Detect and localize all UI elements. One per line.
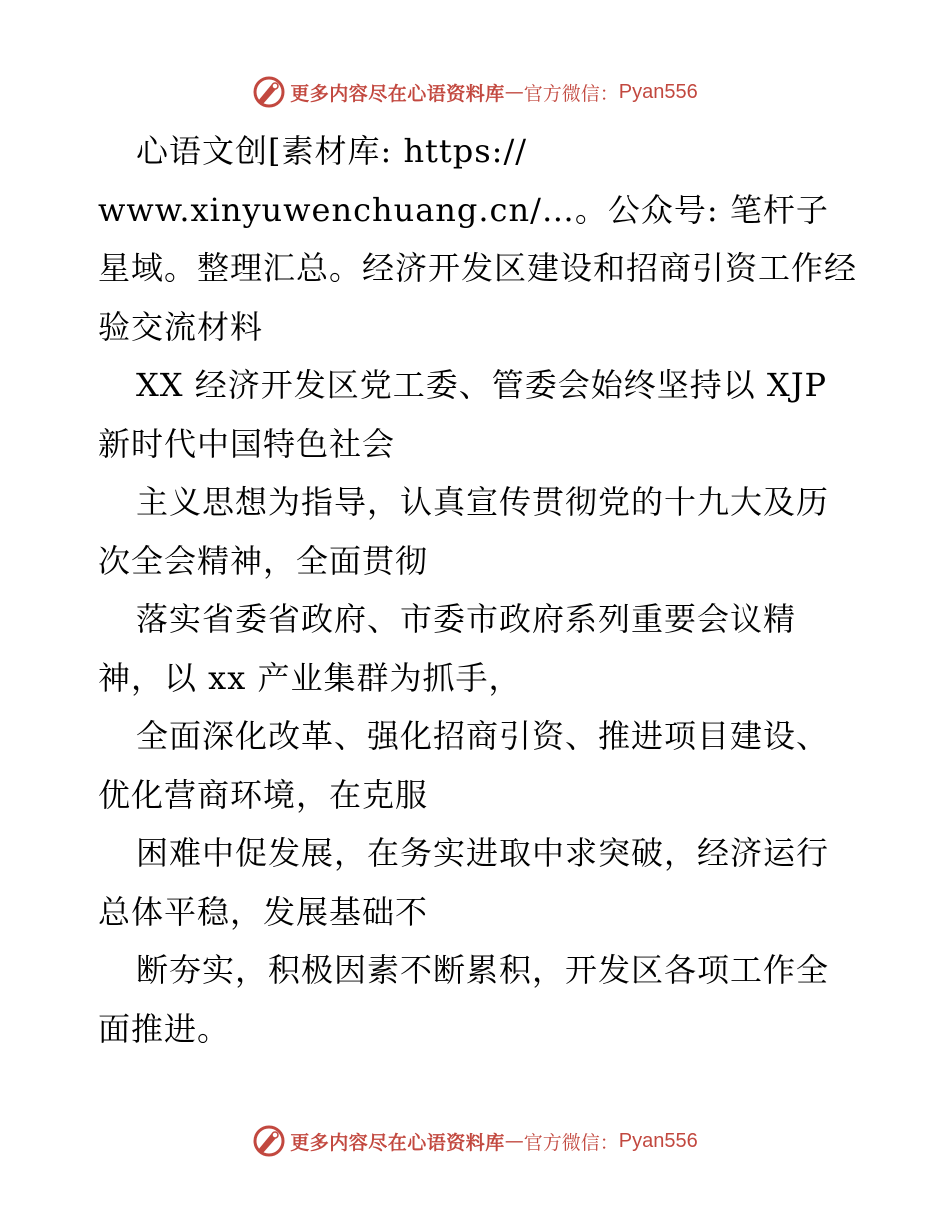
banner-wechat-id: Pyan556 [618,80,698,103]
pen-logo-icon [252,1124,286,1158]
paragraph: 落实省委省政府、市委市政府系列重要会议精神，以 xx 产业集群为抓手， [98,600,797,697]
footer-banner [0,1121,950,1161]
paragraph: 全面深化改革、强化招商引资、推进项目建设、优化营商环境，在克服 [98,717,830,814]
banner-wechat-label: 官方微信： [523,1131,619,1154]
paragraph: 困难中促发展，在务实进取中求突破，经济运行总体平稳，发展基础不 [98,834,830,931]
paragraph: 主义思想为指导，认真宣传贯彻党的十九大及历次全会精神，全面贯彻 [98,483,830,580]
banner-main-text: 更多内容尽在心语资料库 [290,82,505,105]
header-banner [0,72,950,112]
banner-main-text: 更多内容尽在心语资料库 [290,1131,505,1154]
banner-wechat-label: 官方微信： [523,82,619,105]
paragraph: XX 经济开发区党工委、管委会始终坚持以 XJP 新时代中国特色社会 [98,366,828,463]
banner-dash: — [504,81,524,103]
banner-wechat-id: Pyan556 [618,1129,698,1152]
banner-dash: — [504,1130,524,1152]
paragraph-intro: 心语文创[素材库: https:// www.xinyuwenchuang.cn/…。公众号: 笔杆子星域。整理汇总。经济开发区建设和招商引资工作经验交流材料 [98,132,858,346]
document-body [98,122,858,1058]
pen-logo-icon [252,75,286,109]
paragraph: 断夯实，积极因素不断累积，开发区各项工作全面推进。 [98,951,830,1048]
